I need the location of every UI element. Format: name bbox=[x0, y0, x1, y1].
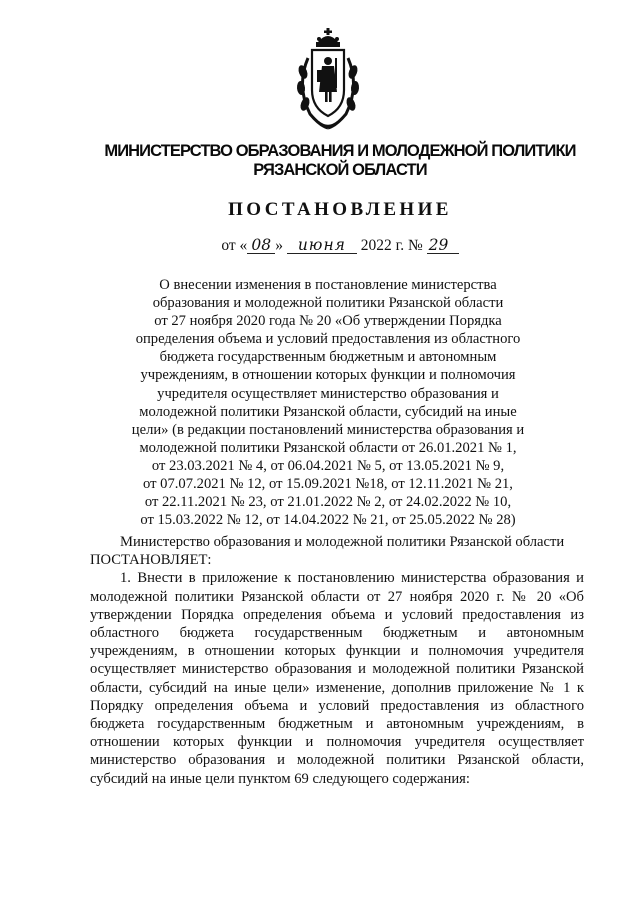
resolves-text: ПОСТАНОВЛЯЕТ: bbox=[90, 552, 212, 569]
item1-line: 1. Внести в приложение к постановлению министерства образования и bbox=[120, 570, 584, 587]
date-year: 2022 г. № bbox=[360, 237, 423, 254]
subject-line: молодежной политики Рязанской области от 26.01.2021 № 1, bbox=[139, 439, 517, 456]
subject-line: от 15.03.2022 № 12, от 14.04.2022 № 21, от 25.05.2022 № 28) bbox=[140, 512, 516, 529]
subject-line: цели» (в редакции постановлений министерства образования и bbox=[131, 421, 525, 438]
subject-line: учреждениям, в отношении которых функции и полномочия bbox=[140, 367, 516, 384]
document-number-handwritten: 29 bbox=[427, 238, 459, 254]
item1-line: учреждениям, в отношении которых функции и полномочия учредителя bbox=[90, 643, 584, 660]
date-number-line bbox=[40, 237, 640, 255]
subject-line: учредителя осуществляет министерство образования и bbox=[157, 385, 499, 402]
subject-line: от 27 ноября 2020 года № 20 «Об утверждении Порядка bbox=[154, 313, 502, 330]
subject-line: от 07.07.2021 № 12, от 15.09.2021 №18, от 12.11.2021 № 21, bbox=[143, 476, 513, 493]
item1-line: утверждении Порядка определения объема и условий предоставления из bbox=[90, 606, 584, 623]
item1-line: отношении которых функции и полномочия учредителя осуществляет bbox=[90, 734, 584, 751]
item1-line: области, субсидий на иные цели» изменение, дополнив приложение № 1 к bbox=[90, 679, 584, 696]
date-quote-close: » bbox=[275, 237, 284, 254]
preamble-text: Министерство образования и молодежной политики Рязанской области bbox=[120, 534, 565, 550]
document-subject bbox=[110, 276, 546, 529]
subject-line: от 22.11.2021 № 23, от 21.01.2022 № 2, от 24.02.2022 № 10, bbox=[144, 494, 512, 511]
ministry-header-line1: МИНИСТЕРСТВО ОБРАЗОВАНИЯ И МОЛОДЕЖНОЙ ПОЛИТИКИ bbox=[104, 142, 576, 160]
item1-line: бюджета государственным бюджетным и автономным учреждениям, в bbox=[90, 716, 584, 733]
subject-line: определения объема и условий предоставления из областного bbox=[135, 331, 521, 348]
ministry-header bbox=[40, 142, 640, 180]
date-day-handwritten: 08 bbox=[247, 238, 275, 254]
subject-line: от 23.03.2021 № 4, от 06.04.2021 № 5, от 13.05.2021 № 9, bbox=[151, 457, 505, 474]
document-title: ПОСТАНОВЛЕНИЕ bbox=[228, 199, 452, 220]
document-body bbox=[90, 533, 584, 788]
ministry-header-line2: РЯЗАНСКОЙ ОБЛАСТИ bbox=[253, 161, 427, 179]
subject-line: бюджета государственным бюджетным и автономным bbox=[159, 349, 497, 366]
coat-of-arms-emblem bbox=[292, 28, 364, 132]
date-month-handwritten: июня bbox=[287, 238, 357, 254]
date-prefix: от « bbox=[221, 237, 248, 254]
subject-line: молодежной политики Рязанской области, субсидий на иные bbox=[139, 403, 517, 420]
item1-line: областного бюджета государственным бюджетным и автономным bbox=[90, 625, 584, 642]
item1-line: осуществляет министерство образования и молодежной политики Рязанской bbox=[90, 661, 584, 678]
subject-line: образования и молодежной политики Рязанской области bbox=[152, 295, 504, 312]
item1-line: молодежной политики Рязанской области от 27 ноября 2020 г. № 20 «Об bbox=[90, 588, 584, 605]
item1-line: субсидий на иные цели пунктом 69 следующего содержания: bbox=[90, 770, 470, 787]
item1-line: Порядку определения объема и условий предоставления из областного bbox=[90, 697, 584, 714]
item1-line: министерство образования и молодежной политики Рязанской области, bbox=[90, 752, 584, 769]
subject-line: О внесении изменения в постановление министерства bbox=[159, 277, 497, 293]
